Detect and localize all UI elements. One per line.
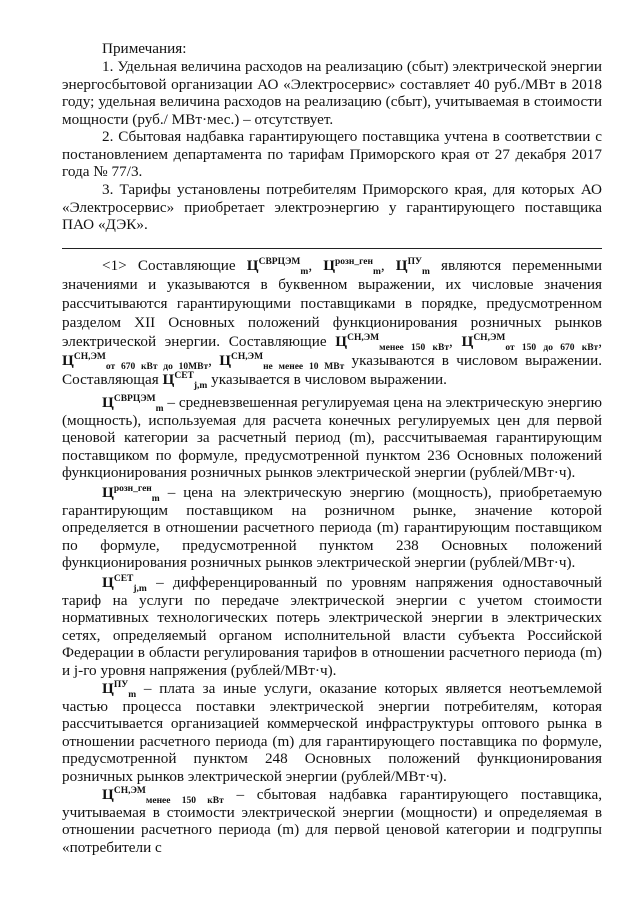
notes-heading: Примечания: <box>102 40 187 57</box>
symbol-sn-ge10: $Ц^{СН,ЭМ}_{не менее 10 МВт}$ <box>219 351 345 373</box>
footnote-divider <box>62 248 602 249</box>
symbol-pu: $Ц^{ПУ}_m$ <box>395 256 430 278</box>
symbol-set: $Ц^{СЕТ}_{j,m}$ <box>162 370 208 392</box>
definition-pu: $Ц^{ПУ}_m$ – плата за иные услуги, оказание которых является неотъемлемой частью процесса поставки электрической энергии потребителям, которая рассчитывается организацией коммерческой инфраструктуры оптового рынка в отношении расчетного периода (m) для гарантирующего поставщика по формуле, предусмотренной пунктом 248 Основных положений функционирования розничных рынков электрической энергии (рублей/МВт·ч). <box>62 679 602 785</box>
definition-svrcem: $Ц^{СВРЦЭМ}_m$ – средневзвешенная регулируемая цена на электрическую энергию (мощность), используемая для расчета конечных регулируемых цен для первой ценовой категории за расчетный период (m), рассчитываемая гарантирующим поставщиком по формуле, предусмотренной пунктом 236 Основных положений функционирования розничных рынков электрической энергии (рублей/МВт·ч). <box>62 393 602 481</box>
symbol-sn-150-670: $Ц^{СН,ЭМ}_{от 150 до 670 кВт}$ <box>461 332 599 354</box>
note-1: 1. Удельная величина расходов на реализацию (сбыт) электрической энергии энергосбытовой организации АО «Электросервис» составляет 40 руб./МВт в 2018 году; удельная величина расходов на реализацию (сбыт), учитываемая в стоимости мощности (руб./ МВт·мес.) – отсутствует. <box>62 58 602 128</box>
definition-sn-less150: $Ц^{СН,ЭМ}_{менее 150 кВт}$ – сбытовая надбавка гарантирующего поставщика, учитываемая в стоимости электрической энергии (мощности) и определяемая в отношении расчетного периода (m) для первой ценовой категории и подгруппы «потребители с <box>62 785 602 856</box>
definition-rozn-gen: $Ц^{розн\_ген}_m$ – цена на электрическую энергию (мощность), приобретаемую гарантирующим поставщиком на розничном рынке, значение которой определяется в отношении расчетного периода (m) гарантирующим поставщиком по формуле, предусмотренной пунктом 238 Основных положений функционирования розничных рынков электрической энергии (рублей/МВт·ч). <box>62 483 602 571</box>
note-2: 2. Сбытовая надбавка гарантирующего поставщика учтена в соответствии с постановлением департамента по тарифам Приморского края от 27 декабря 2017 года № 77/3. <box>62 128 602 180</box>
definition-set: $Ц^{СЕТ}_{j,m}$ – дифференцированный по уровням напряжения одноставочный тариф на услуги по передаче электрической энергии с учетом стоимости нормативных технологических потерь электрической энергии в электрических сетях, определяемый органом исполнительной власти субъекта Российской Федерации в области регулирования тарифов в отношении расчетного периода (m) и j-го уровня напряжения (рублей/МВт·ч). <box>62 573 603 679</box>
note-3: 3. Тарифы установлены потребителям Приморского края, для которых АО «Электросервис» приобретает электроэнергию у гарантирующего поставщика ПАО «ДЭК». <box>62 181 602 233</box>
footnote-marker: <1> <box>102 257 127 274</box>
symbol-svrcem: $Ц^{СВРЦЭМ}_m$ <box>246 256 309 278</box>
footnote-1: <1> Составляющие $Ц^{СВРЦЭМ}_m$, $Ц^{розн\_ген}_m$, $Ц^{ПУ}_m$ являются переменными значениями и указываются в буквенном выражении, их числовые значения рассчитываются гарантирующими поставщиками в порядке, предусмотренном разделом XII Основных положений функционирования розничных рынков электрической энергии. Составляющие $Ц^{СН,ЭМ}_{менее 150 кВт}$, $Ц^{СН,ЭМ}_{от 150 до 670 кВт}$, $Ц^{СН,ЭМ}_{от 670 кВт до 10МВт}$, $Ц^{СН,ЭМ}_{не менее 10 МВт}$ указываются в числовом выражении. Составляющая $Ц^{СЕТ}_{j,m}$ указывается в числовом выражении. <box>62 256 603 392</box>
symbol-sn-less150: $Ц^{СН,ЭМ}_{менее 150 кВт}$ <box>335 332 449 354</box>
symbol-rozn-gen: $Ц^{розн\_ген}_m$ <box>323 256 381 278</box>
symbol-sn-670-10: $Ц^{СН,ЭМ}_{от 670 кВт до 10МВт}$ <box>62 351 209 373</box>
